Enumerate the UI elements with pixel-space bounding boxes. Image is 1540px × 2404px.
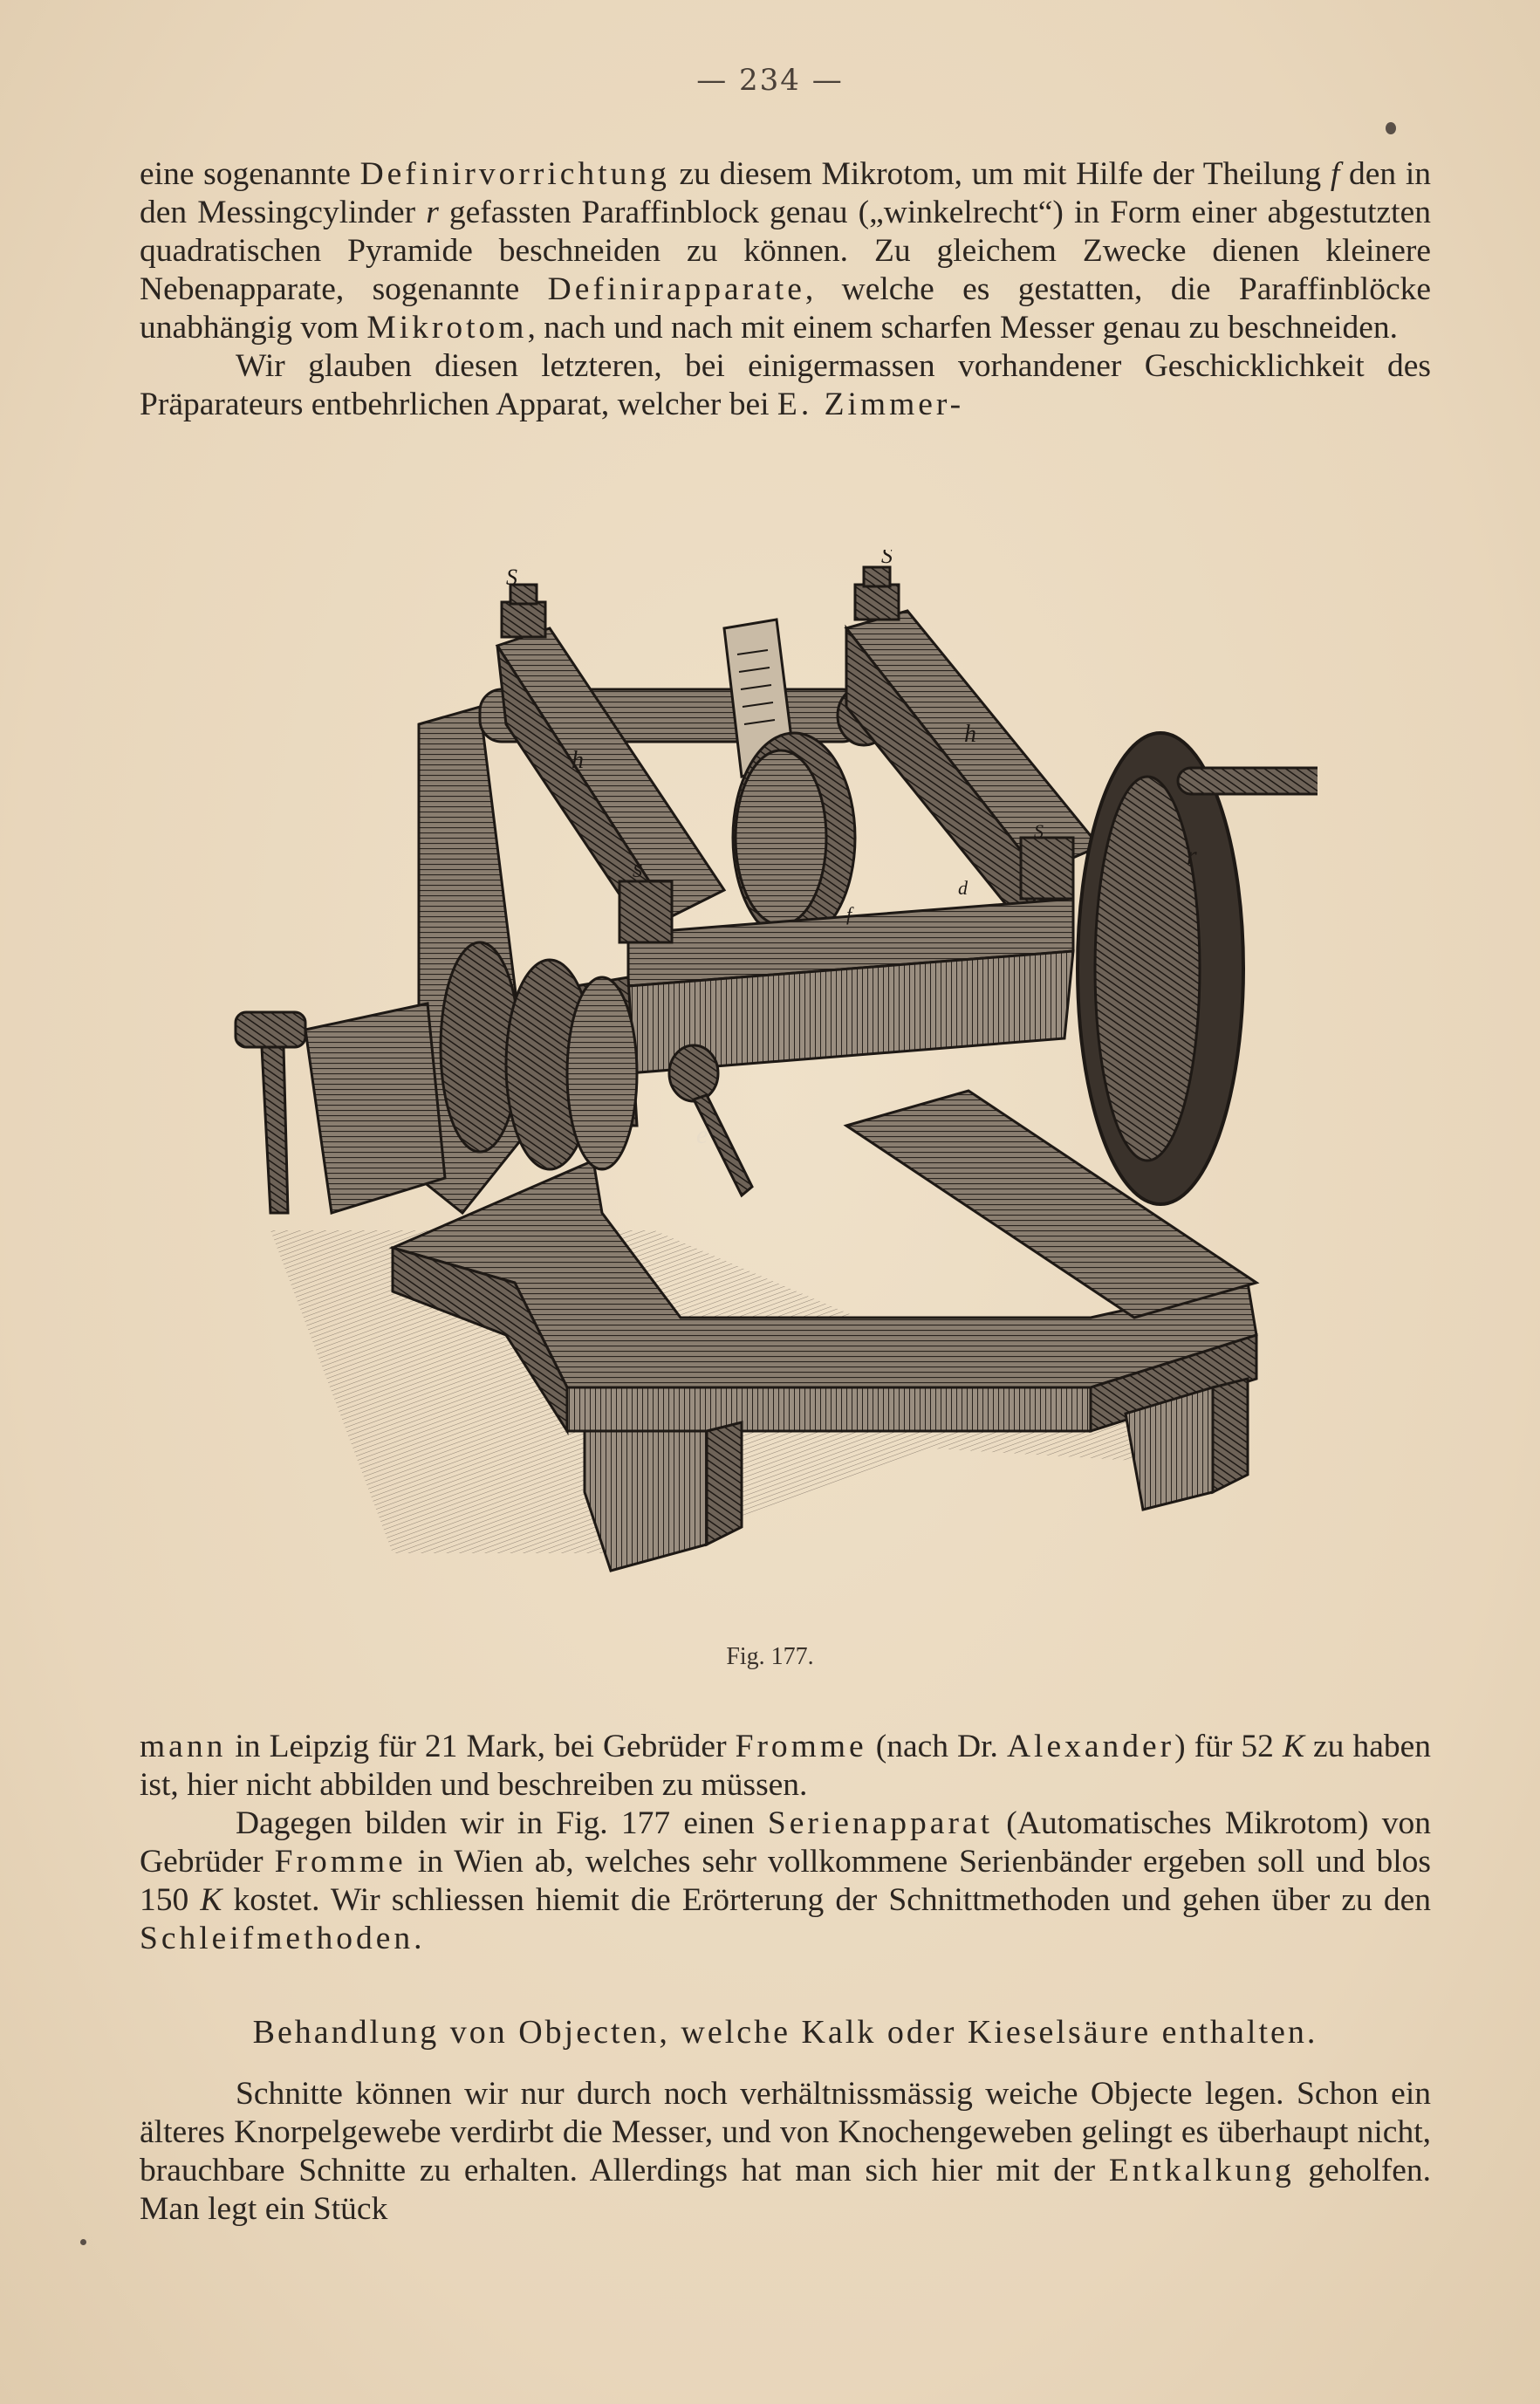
text-block-top [140, 155, 1431, 424]
spaced-term: mann [140, 1729, 227, 1764]
italic-letter: K [200, 1882, 222, 1918]
paragraph-2 [140, 347, 1431, 424]
knob-e [669, 1045, 718, 1101]
paragraph-3 [140, 1728, 1431, 1805]
nut-block-right [1021, 838, 1073, 899]
wheel-handle [1178, 768, 1318, 794]
text-run: , nach und nach mit einem scharfen Messer genau zu beschneiden. [527, 310, 1399, 346]
label-s-right: S [881, 550, 893, 568]
nut-block-left [619, 881, 672, 942]
speck [1386, 122, 1396, 134]
paragraph-1 [140, 155, 1431, 347]
text-run: ) für 52 [1174, 1729, 1283, 1764]
italic-letter: r [426, 195, 439, 230]
text-run: (nach Dr. [866, 1729, 1007, 1764]
text-run: . [414, 1921, 422, 1956]
spaced-term: Schleifmethoden [140, 1921, 414, 1956]
spaced-term: Definirapparate [547, 271, 805, 307]
microtome-engraving [218, 550, 1318, 1649]
speck [80, 2239, 86, 2245]
spaced-term: Entkalkung [1108, 2153, 1295, 2188]
label-s-mid: S [1034, 820, 1044, 842]
label-d: d [958, 877, 968, 899]
figure-177-microtome [218, 550, 1318, 1649]
text-run: kostet. Wir schliessen hiemit die Erörterung der Schnittmethoden und gehen über zu den [222, 1882, 1432, 1918]
label-e: e [696, 1120, 708, 1149]
spaced-term: Fromme [735, 1729, 867, 1764]
spaced-term: Alexander [1006, 1729, 1175, 1764]
text-run: (Automatisches Mikrotom) von Gebrüder [140, 1805, 1431, 1880]
text-run: in Wien ab, welches sehr vollkommene Serienbänder ergeben soll und blos 150 [140, 1844, 1431, 1918]
text-run: geholfen. Man legt ein Stück [140, 2153, 1431, 2227]
text-run: , welche es gestatten, die Paraffinblöcke unabhängig vom [140, 271, 1431, 346]
left-crank [236, 1012, 305, 1047]
text-run: zu diesem Mikrotom, um mit Hilfe der Theilung [669, 156, 1331, 192]
italic-letter: K [1282, 1729, 1304, 1764]
spaced-term: Mikrotom [366, 310, 528, 346]
label-f: f [846, 903, 852, 925]
label-r: r [1187, 841, 1197, 870]
text-run: Wir glauben diesen letzteren, bei einigermassen vorhandener Geschicklichkeit des Präparateurs entbehrlichen Apparat, welcher bei [140, 348, 1431, 422]
base-front-face [567, 1387, 1091, 1431]
spaced-term: Serienapparat [767, 1805, 993, 1841]
figure-caption: Fig. 177. [726, 1643, 814, 1670]
spaced-term: E. Zimmer- [777, 387, 965, 422]
screw-left [502, 585, 545, 637]
spaced-term: Definirvorrichtung [359, 156, 670, 192]
spaced-term: Fromme [274, 1844, 407, 1880]
label-s-left: S [506, 565, 517, 590]
text-run: in Leipzig für 21 Mark, bei Gebrüder [226, 1729, 736, 1764]
text-run: zu haben ist, hier nicht abbilden und beschreiben zu müssen. [140, 1729, 1431, 1803]
label-s-front: S [633, 860, 642, 881]
label-h-right: h [964, 721, 976, 748]
paragraph-4 [140, 1805, 1431, 1958]
paragraph-5 [140, 2075, 1431, 2229]
text-run: Schnitte können wir nur durch noch verhältnissmässig weiche Objecte legen. Schon ein älteres Knorpelgewebe verdirbt die Messer, und von Knochengeweben gelingt es überhaupt nicht, brauchbare Schnitte zu erhalten. Allerdings hat man sich hier mit der [140, 2076, 1431, 2188]
text-block-bottom [140, 2075, 1431, 2229]
leg-front-left [585, 1431, 707, 1571]
text-run: den in den Messingcylinder [140, 156, 1431, 230]
text-block-middle [140, 1728, 1431, 1958]
page-number: — 234 — [696, 63, 844, 98]
text-run: eine sogenannte [140, 156, 360, 192]
text-run: Dagegen bilden wir in Fig. 177 einen [236, 1805, 768, 1841]
italic-letter: f [1330, 156, 1340, 192]
screw-right [855, 567, 899, 620]
text-run: gefassten Paraffinblock genau („winkelrecht“) in Form einer abgestutzten quadratischen Pyramide beschneiden zu können. Zu gleichem Zwecke dienen kleinere Nebenapparate, sogenannte [140, 195, 1431, 307]
section-heading: Behandlung von Objecten, welche Kalk oder Kieselsäure enthalten. [252, 2014, 1318, 2051]
label-h-left: h [572, 747, 584, 774]
